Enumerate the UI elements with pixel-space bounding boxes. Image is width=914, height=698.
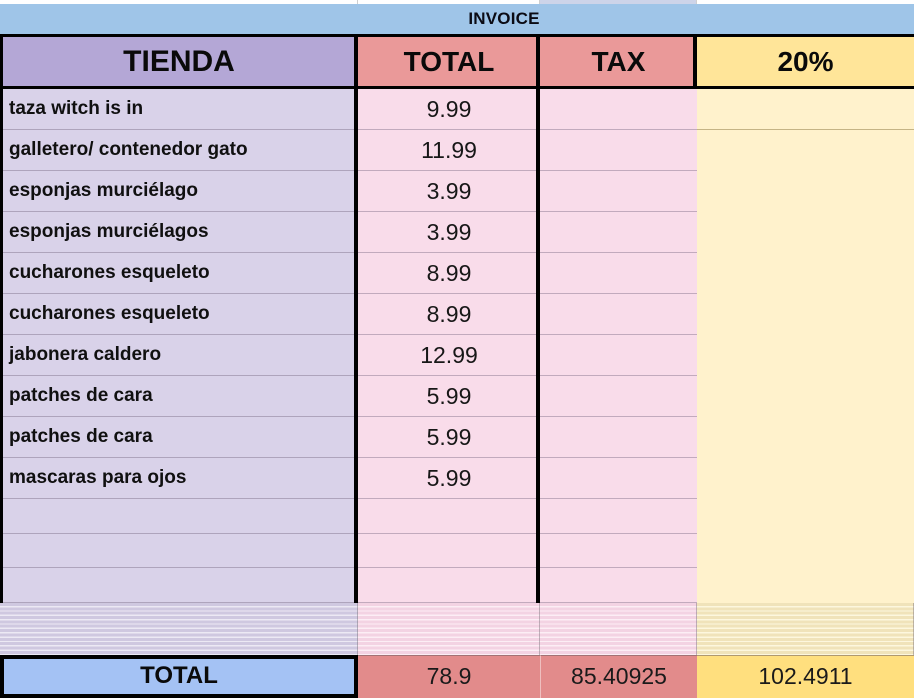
collapsed-rows-20pct [697, 603, 914, 655]
total-label-cell[interactable]: TOTAL [0, 655, 358, 698]
table-row [0, 212, 914, 253]
cell-20pct[interactable] [697, 294, 914, 335]
cell-tienda[interactable]: patches de cara [0, 376, 358, 417]
collapsed-rows-total [358, 603, 540, 655]
sliver-cell [0, 0, 358, 4]
total-sum-cell[interactable]: 78.9 [358, 655, 540, 698]
table-row-empty [0, 534, 914, 569]
cell-total[interactable] [358, 534, 540, 569]
cell-total[interactable]: 8.99 [358, 294, 540, 335]
cell-total[interactable]: 5.99 [358, 458, 540, 499]
invoice-title-cell[interactable] [0, 4, 914, 37]
collapsed-rows-tienda [0, 603, 358, 655]
cell-tax[interactable] [540, 499, 697, 534]
cell-tienda[interactable] [0, 499, 358, 534]
header-cell-tienda[interactable]: TIENDA [0, 37, 358, 86]
cell-20pct[interactable] [697, 212, 914, 253]
cell-tienda[interactable] [0, 568, 358, 603]
cell-tienda[interactable]: patches de cara [0, 417, 358, 458]
cell-total[interactable]: 3.99 [358, 171, 540, 212]
cell-tax[interactable] [540, 253, 697, 294]
cell-tax[interactable] [540, 89, 697, 130]
cell-20pct[interactable] [697, 458, 914, 499]
cell-tax[interactable] [540, 294, 697, 335]
cell-total[interactable] [358, 499, 540, 534]
cell-total[interactable]: 9.99 [358, 89, 540, 130]
cell-tienda[interactable]: cucharones esqueleto [0, 253, 358, 294]
sliver-cell-tinted [540, 0, 697, 4]
cell-total[interactable]: 5.99 [358, 417, 540, 458]
cell-20pct[interactable] [697, 417, 914, 458]
invoice-title: INVOICE [468, 9, 540, 28]
cell-total[interactable]: 3.99 [358, 212, 540, 253]
cell-20pct[interactable] [697, 89, 914, 130]
table-row [0, 458, 914, 499]
cell-20pct[interactable] [697, 568, 914, 603]
cell-total[interactable]: 8.99 [358, 253, 540, 294]
cell-tax[interactable] [540, 376, 697, 417]
cell-tienda[interactable]: jabonera caldero [0, 335, 358, 376]
collapsed-rows-tax [540, 603, 697, 655]
header-cell-tax[interactable]: TAX [540, 37, 697, 86]
cell-20pct[interactable] [697, 499, 914, 534]
cell-20pct[interactable] [697, 130, 914, 171]
cell-total[interactable]: 5.99 [358, 376, 540, 417]
cell-tax[interactable] [540, 417, 697, 458]
cell-tax[interactable] [540, 212, 697, 253]
header-row [0, 37, 914, 89]
cell-total[interactable]: 12.99 [358, 335, 540, 376]
table-row-empty [0, 499, 914, 534]
cell-tax[interactable] [540, 335, 697, 376]
cell-tax[interactable] [540, 568, 697, 603]
cell-tienda[interactable]: mascaras para ojos [0, 458, 358, 499]
data-rows [0, 89, 914, 499]
collapsed-rows-region[interactable] [0, 603, 914, 655]
cell-tienda[interactable]: taza witch is in [0, 89, 358, 130]
table-row [0, 171, 914, 212]
cell-20pct[interactable] [697, 376, 914, 417]
table-row [0, 417, 914, 458]
cell-tax[interactable] [540, 130, 697, 171]
table-row [0, 335, 914, 376]
cell-total[interactable] [358, 568, 540, 603]
cell-tax[interactable] [540, 458, 697, 499]
sliver-cell [358, 0, 540, 4]
cell-tax[interactable] [540, 171, 697, 212]
header-cell-total[interactable]: TOTAL [358, 37, 540, 86]
table-row [0, 294, 914, 335]
empty-rows [0, 499, 914, 603]
cell-tienda[interactable]: esponjas murciélago [0, 171, 358, 212]
table-row [0, 89, 914, 130]
cell-20pct[interactable] [697, 534, 914, 569]
table-row [0, 130, 914, 171]
cell-tax[interactable] [540, 534, 697, 569]
tax-sum-cell[interactable]: 85.40925 [540, 655, 697, 698]
sliver-cell [697, 0, 914, 4]
cell-total[interactable]: 11.99 [358, 130, 540, 171]
table-row [0, 376, 914, 417]
header-cell-20pct[interactable]: 20% [697, 37, 914, 86]
cell-20pct[interactable] [697, 253, 914, 294]
cell-tienda[interactable]: esponjas murciélagos [0, 212, 358, 253]
cell-tienda[interactable] [0, 534, 358, 569]
cell-20pct[interactable] [697, 335, 914, 376]
pct-sum-cell[interactable]: 102.4911 [697, 655, 914, 698]
cell-tienda[interactable]: galletero/ contenedor gato [0, 130, 358, 171]
table-row [0, 253, 914, 294]
cell-20pct[interactable] [697, 171, 914, 212]
partial-row-above [0, 0, 914, 4]
total-row [0, 655, 914, 698]
cell-tienda[interactable]: cucharones esqueleto [0, 294, 358, 335]
table-row-empty [0, 568, 914, 603]
